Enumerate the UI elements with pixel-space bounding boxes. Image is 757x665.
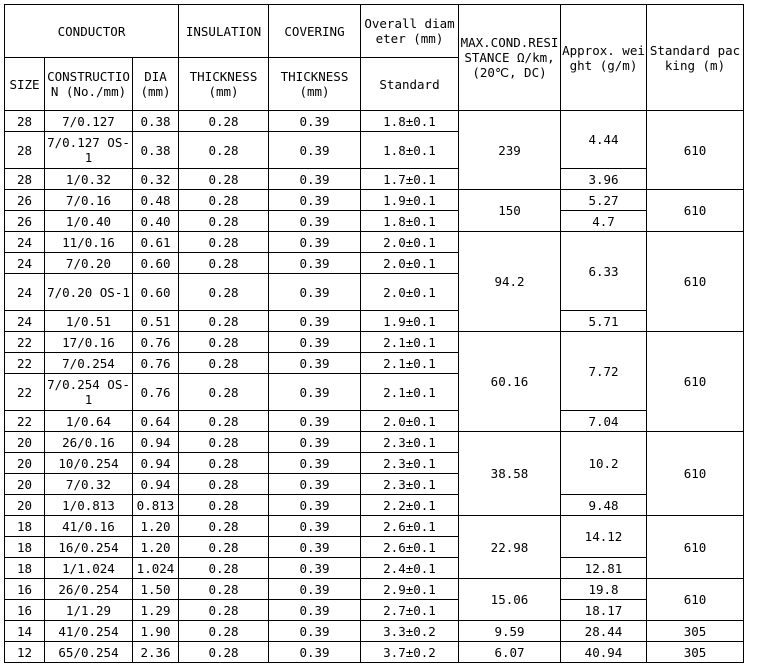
- insulation-thickness-cell: 0.28: [179, 274, 269, 311]
- dia-cell: 0.94: [133, 432, 179, 453]
- table-row: [5, 516, 744, 537]
- construction-cell: 7/0.254 OS-1: [45, 374, 133, 411]
- construction-cell: 41/0.254: [45, 621, 133, 642]
- insulation-thickness-cell: 0.28: [179, 232, 269, 253]
- weight-cell: 7.04: [561, 411, 647, 432]
- insulation-thickness-cell: 0.28: [179, 374, 269, 411]
- overall-diameter-cell: 2.0±0.1: [361, 411, 459, 432]
- dia-cell: 1.29: [133, 600, 179, 621]
- wire-spec-table: [4, 4, 744, 663]
- construction-cell: 7/0.32: [45, 474, 133, 495]
- overall-diameter-cell: 2.0±0.1: [361, 274, 459, 311]
- header-insulation-thickness: THICKNESS (mm): [179, 58, 269, 111]
- size-cell: 12: [5, 642, 45, 663]
- insulation-thickness-cell: 0.28: [179, 474, 269, 495]
- table-row: [5, 558, 744, 579]
- overall-diameter-cell: 2.3±0.1: [361, 453, 459, 474]
- overall-diameter-cell: 3.7±0.2: [361, 642, 459, 663]
- overall-diameter-cell: 2.0±0.1: [361, 232, 459, 253]
- construction-cell: 7/0.16: [45, 190, 133, 211]
- size-cell: 20: [5, 495, 45, 516]
- insulation-thickness-cell: 0.28: [179, 495, 269, 516]
- covering-thickness-cell: 0.39: [269, 374, 361, 411]
- construction-cell: 7/0.20: [45, 253, 133, 274]
- table-row: [5, 411, 744, 432]
- dia-cell: 0.94: [133, 453, 179, 474]
- size-cell: 20: [5, 453, 45, 474]
- overall-diameter-cell: 2.1±0.1: [361, 353, 459, 374]
- resistance-cell: 6.07: [459, 642, 561, 663]
- dia-cell: 0.94: [133, 474, 179, 495]
- table-row: [5, 232, 744, 253]
- insulation-thickness-cell: 0.28: [179, 253, 269, 274]
- resistance-cell: 60.16: [459, 332, 561, 432]
- overall-diameter-cell: 1.8±0.1: [361, 211, 459, 232]
- dia-cell: 0.76: [133, 353, 179, 374]
- dia-cell: 0.76: [133, 332, 179, 353]
- table-row: [5, 579, 744, 600]
- table-row: [5, 332, 744, 353]
- dia-cell: 0.60: [133, 253, 179, 274]
- construction-cell: 41/0.16: [45, 516, 133, 537]
- table-row: [5, 190, 744, 211]
- resistance-cell: 94.2: [459, 232, 561, 332]
- covering-thickness-cell: 0.39: [269, 432, 361, 453]
- size-cell: 24: [5, 253, 45, 274]
- table-row: [5, 621, 744, 642]
- overall-diameter-cell: 2.4±0.1: [361, 558, 459, 579]
- size-cell: 22: [5, 374, 45, 411]
- construction-cell: 26/0.254: [45, 579, 133, 600]
- overall-diameter-cell: 1.8±0.1: [361, 132, 459, 169]
- weight-cell: 9.48: [561, 495, 647, 516]
- covering-thickness-cell: 0.39: [269, 132, 361, 169]
- spec-table-container: [4, 4, 744, 663]
- packing-cell: 305: [647, 621, 744, 642]
- overall-diameter-cell: 1.9±0.1: [361, 190, 459, 211]
- size-cell: 14: [5, 621, 45, 642]
- header-size: SIZE: [5, 58, 45, 111]
- covering-thickness-cell: 0.39: [269, 558, 361, 579]
- size-cell: 24: [5, 232, 45, 253]
- weight-cell: 19.8: [561, 579, 647, 600]
- packing-cell: 610: [647, 516, 744, 579]
- weight-cell: 3.96: [561, 169, 647, 190]
- dia-cell: 0.51: [133, 311, 179, 332]
- table-body: [5, 111, 744, 663]
- packing-cell: 610: [647, 190, 744, 232]
- resistance-cell: 15.06: [459, 579, 561, 621]
- size-cell: 18: [5, 558, 45, 579]
- overall-diameter-cell: 2.0±0.1: [361, 253, 459, 274]
- insulation-thickness-cell: 0.28: [179, 111, 269, 132]
- construction-cell: 1/0.40: [45, 211, 133, 232]
- covering-thickness-cell: 0.39: [269, 579, 361, 600]
- dia-cell: 0.813: [133, 495, 179, 516]
- covering-thickness-cell: 0.39: [269, 190, 361, 211]
- covering-thickness-cell: 0.39: [269, 642, 361, 663]
- packing-cell: 610: [647, 579, 744, 621]
- table-row: [5, 169, 744, 190]
- construction-cell: 7/0.254: [45, 353, 133, 374]
- construction-cell: 7/0.127: [45, 111, 133, 132]
- covering-thickness-cell: 0.39: [269, 274, 361, 311]
- weight-cell: 10.2: [561, 432, 647, 495]
- size-cell: 16: [5, 600, 45, 621]
- header-max-cond-res: MAX.COND.RESISTANCE Ω/km, (20℃, DC): [459, 5, 561, 111]
- covering-thickness-cell: 0.39: [269, 411, 361, 432]
- covering-thickness-cell: 0.39: [269, 353, 361, 374]
- weight-cell: 40.94: [561, 642, 647, 663]
- header-insulation: INSULATION: [179, 5, 269, 58]
- construction-cell: 1/1.29: [45, 600, 133, 621]
- construction-cell: 65/0.254: [45, 642, 133, 663]
- overall-diameter-cell: 2.1±0.1: [361, 374, 459, 411]
- insulation-thickness-cell: 0.28: [179, 579, 269, 600]
- overall-diameter-cell: 2.7±0.1: [361, 600, 459, 621]
- overall-diameter-cell: 1.9±0.1: [361, 311, 459, 332]
- covering-thickness-cell: 0.39: [269, 537, 361, 558]
- insulation-thickness-cell: 0.28: [179, 453, 269, 474]
- dia-cell: 0.76: [133, 374, 179, 411]
- insulation-thickness-cell: 0.28: [179, 211, 269, 232]
- construction-cell: 17/0.16: [45, 332, 133, 353]
- insulation-thickness-cell: 0.28: [179, 642, 269, 663]
- size-cell: 26: [5, 211, 45, 232]
- insulation-thickness-cell: 0.28: [179, 411, 269, 432]
- weight-cell: 6.33: [561, 232, 647, 311]
- insulation-thickness-cell: 0.28: [179, 190, 269, 211]
- table-row: [5, 495, 744, 516]
- insulation-thickness-cell: 0.28: [179, 332, 269, 353]
- dia-cell: 0.48: [133, 190, 179, 211]
- overall-diameter-cell: 2.2±0.1: [361, 495, 459, 516]
- header-overall-diameter: Overall diameter (mm): [361, 5, 459, 58]
- size-cell: 28: [5, 132, 45, 169]
- weight-cell: 28.44: [561, 621, 647, 642]
- size-cell: 24: [5, 274, 45, 311]
- dia-cell: 0.60: [133, 274, 179, 311]
- covering-thickness-cell: 0.39: [269, 169, 361, 190]
- weight-cell: 7.72: [561, 332, 647, 411]
- packing-cell: 610: [647, 111, 744, 190]
- size-cell: 26: [5, 190, 45, 211]
- size-cell: 20: [5, 474, 45, 495]
- weight-cell: 4.7: [561, 211, 647, 232]
- insulation-thickness-cell: 0.28: [179, 132, 269, 169]
- covering-thickness-cell: 0.39: [269, 621, 361, 642]
- header-covering-thickness: THICKNESS (mm): [269, 58, 361, 111]
- header-dia: DIA (mm): [133, 58, 179, 111]
- dia-cell: 1.20: [133, 537, 179, 558]
- header-covering: COVERING: [269, 5, 361, 58]
- insulation-thickness-cell: 0.28: [179, 432, 269, 453]
- overall-diameter-cell: 2.6±0.1: [361, 537, 459, 558]
- size-cell: 18: [5, 516, 45, 537]
- size-cell: 16: [5, 579, 45, 600]
- insulation-thickness-cell: 0.28: [179, 600, 269, 621]
- dia-cell: 1.024: [133, 558, 179, 579]
- size-cell: 24: [5, 311, 45, 332]
- table-row: [5, 111, 744, 132]
- table-row: [5, 642, 744, 663]
- header-approx-weight: Approx. weight (g/m): [561, 5, 647, 111]
- dia-cell: 2.36: [133, 642, 179, 663]
- table-row: [5, 600, 744, 621]
- resistance-cell: 9.59: [459, 621, 561, 642]
- construction-cell: 10/0.254: [45, 453, 133, 474]
- header-standard: Standard: [361, 58, 459, 111]
- packing-cell: 610: [647, 232, 744, 332]
- size-cell: 18: [5, 537, 45, 558]
- insulation-thickness-cell: 0.28: [179, 537, 269, 558]
- construction-cell: 1/1.024: [45, 558, 133, 579]
- covering-thickness-cell: 0.39: [269, 332, 361, 353]
- dia-cell: 1.50: [133, 579, 179, 600]
- insulation-thickness-cell: 0.28: [179, 169, 269, 190]
- packing-cell: 610: [647, 332, 744, 432]
- insulation-thickness-cell: 0.28: [179, 353, 269, 374]
- resistance-cell: 22.98: [459, 516, 561, 579]
- overall-diameter-cell: 1.7±0.1: [361, 169, 459, 190]
- dia-cell: 0.38: [133, 111, 179, 132]
- construction-cell: 7/0.20 OS-1: [45, 274, 133, 311]
- table-row: [5, 311, 744, 332]
- resistance-cell: 150: [459, 190, 561, 232]
- covering-thickness-cell: 0.39: [269, 600, 361, 621]
- construction-cell: 1/0.51: [45, 311, 133, 332]
- weight-cell: 14.12: [561, 516, 647, 558]
- weight-cell: 5.71: [561, 311, 647, 332]
- construction-cell: 1/0.32: [45, 169, 133, 190]
- dia-cell: 0.64: [133, 411, 179, 432]
- construction-cell: 16/0.254: [45, 537, 133, 558]
- insulation-thickness-cell: 0.28: [179, 621, 269, 642]
- overall-diameter-cell: 1.8±0.1: [361, 111, 459, 132]
- overall-diameter-cell: 2.6±0.1: [361, 516, 459, 537]
- header-row-1: [5, 5, 744, 58]
- size-cell: 22: [5, 332, 45, 353]
- construction-cell: 26/0.16: [45, 432, 133, 453]
- resistance-cell: 239: [459, 111, 561, 190]
- overall-diameter-cell: 2.3±0.1: [361, 474, 459, 495]
- packing-cell: 305: [647, 642, 744, 663]
- table-row: [5, 211, 744, 232]
- weight-cell: 4.44: [561, 111, 647, 169]
- covering-thickness-cell: 0.39: [269, 111, 361, 132]
- construction-cell: 11/0.16: [45, 232, 133, 253]
- construction-cell: 1/0.64: [45, 411, 133, 432]
- dia-cell: 0.40: [133, 211, 179, 232]
- covering-thickness-cell: 0.39: [269, 495, 361, 516]
- header-standard-packing: Standard packing (m): [647, 5, 744, 111]
- insulation-thickness-cell: 0.28: [179, 516, 269, 537]
- construction-cell: 7/0.127 OS-1: [45, 132, 133, 169]
- dia-cell: 1.90: [133, 621, 179, 642]
- overall-diameter-cell: 3.3±0.2: [361, 621, 459, 642]
- resistance-cell: 38.58: [459, 432, 561, 516]
- construction-cell: 1/0.813: [45, 495, 133, 516]
- packing-cell: 610: [647, 432, 744, 516]
- size-cell: 28: [5, 169, 45, 190]
- size-cell: 28: [5, 111, 45, 132]
- header-construction: CONSTRUCTION (No./mm): [45, 58, 133, 111]
- covering-thickness-cell: 0.39: [269, 453, 361, 474]
- covering-thickness-cell: 0.39: [269, 211, 361, 232]
- overall-diameter-cell: 2.9±0.1: [361, 579, 459, 600]
- header-conductor: CONDUCTOR: [5, 5, 179, 58]
- weight-cell: 12.81: [561, 558, 647, 579]
- size-cell: 22: [5, 353, 45, 374]
- dia-cell: 0.61: [133, 232, 179, 253]
- overall-diameter-cell: 2.3±0.1: [361, 432, 459, 453]
- size-cell: 22: [5, 411, 45, 432]
- size-cell: 20: [5, 432, 45, 453]
- insulation-thickness-cell: 0.28: [179, 311, 269, 332]
- insulation-thickness-cell: 0.28: [179, 558, 269, 579]
- weight-cell: 5.27: [561, 190, 647, 211]
- dia-cell: 0.38: [133, 132, 179, 169]
- covering-thickness-cell: 0.39: [269, 253, 361, 274]
- overall-diameter-cell: 2.1±0.1: [361, 332, 459, 353]
- dia-cell: 0.32: [133, 169, 179, 190]
- covering-thickness-cell: 0.39: [269, 516, 361, 537]
- covering-thickness-cell: 0.39: [269, 474, 361, 495]
- table-row: [5, 432, 744, 453]
- dia-cell: 1.20: [133, 516, 179, 537]
- covering-thickness-cell: 0.39: [269, 232, 361, 253]
- weight-cell: 18.17: [561, 600, 647, 621]
- covering-thickness-cell: 0.39: [269, 311, 361, 332]
